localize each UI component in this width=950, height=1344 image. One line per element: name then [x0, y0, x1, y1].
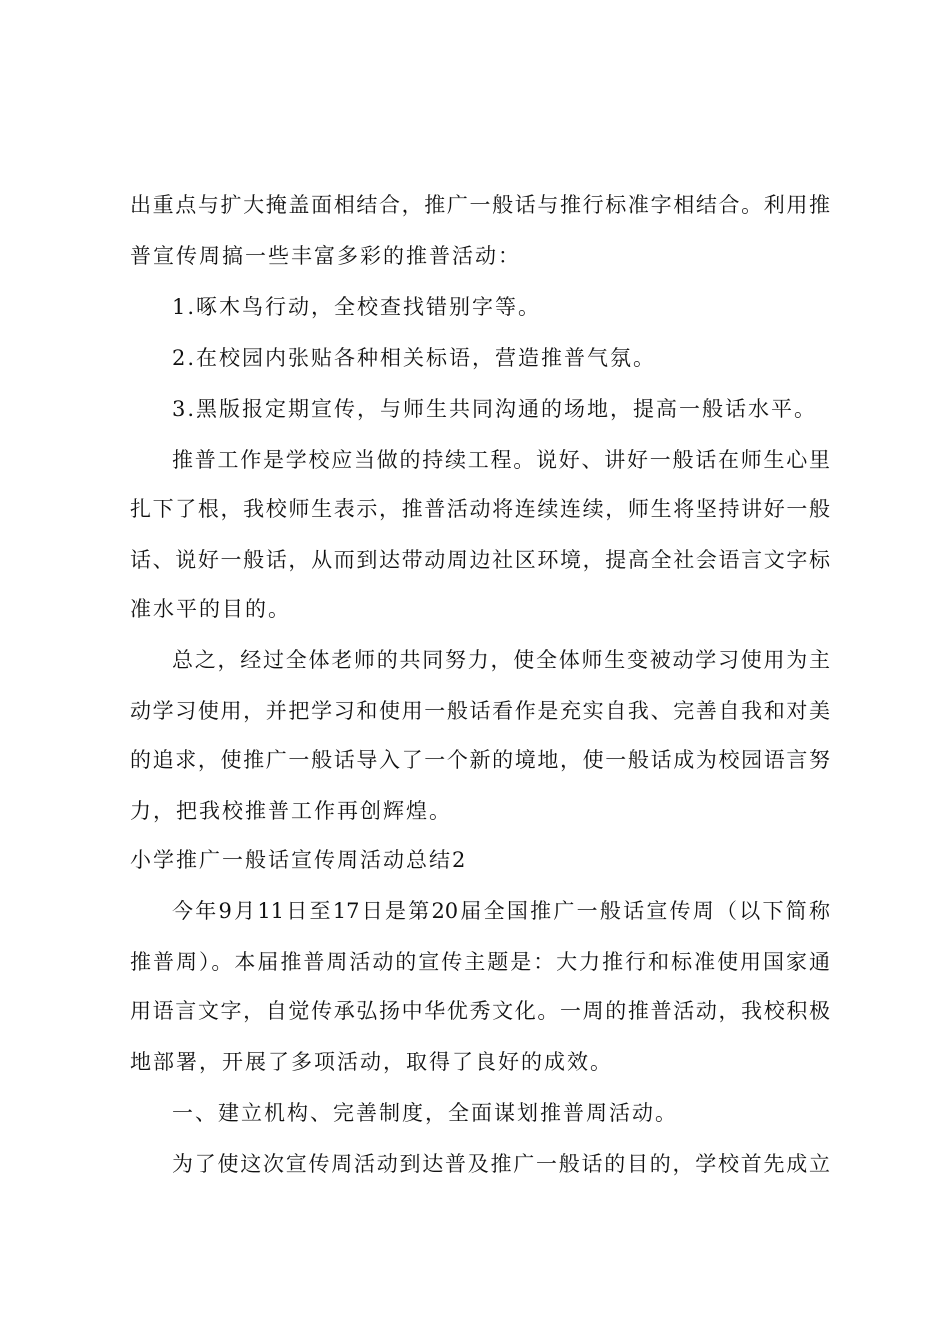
text-line: 推普工作是学校应当做的持续工程。说好、讲好一般话在师生心里 — [172, 448, 830, 472]
section-heading: 小学推广一般话宣传周活动总结2 — [130, 848, 468, 872]
text-line: 推普周）。本届推普周活动的宣传主题是：大力推行和标准使用国家通 — [130, 950, 830, 974]
text-line: 普宣传周搞一些丰富多彩的推普活动： — [130, 244, 521, 268]
list-item: 1.啄木鸟行动，全校查找错别字等。 — [172, 295, 542, 319]
text-line: 一、建立机构、完善制度，全面谋划推普周活动。 — [172, 1101, 678, 1125]
text-line: 话、说好一般话，从而到达带动周边社区环境，提高全社会语言文字标 — [130, 548, 830, 572]
text-line: 地部署，开展了多项活动，取得了良好的成效。 — [130, 1050, 613, 1074]
text-line: 准水平的目的。 — [130, 597, 291, 621]
text-line: 出重点与扩大掩盖面相结合，推广一般话与推行标准字相结合。利用推 — [130, 193, 830, 217]
text-line: 的追求，使推广一般话导入了一个新的境地，使一般话成为校园语言努 — [130, 748, 830, 772]
list-item: 2.在校园内张贴各种相关标语，营造推普气氛。 — [172, 346, 657, 370]
text-line: 今年9月11日至17日是第20届全国推广一般话宣传周（以下简称 — [172, 899, 830, 923]
text-line: 扎下了根，我校师生表示，推普活动将连续连续，师生将坚持讲好一般 — [130, 497, 830, 521]
text-line: 用语言文字，自觉传承弘扬中华优秀文化。一周的推普活动，我校积极 — [130, 999, 830, 1023]
text-line: 力，把我校推普工作再创辉煌。 — [130, 799, 452, 823]
text-line: 为了使这次宣传周活动到达普及推广一般话的目的，学校首先成立 — [172, 1152, 830, 1176]
text-line: 动学习使用，并把学习和使用一般话看作是充实自我、完善自我和对美 — [130, 699, 830, 723]
list-item: 3.黑版报定期宣传，与师生共同沟通的场地，提高一般话水平。 — [172, 397, 818, 421]
text-line: 总之，经过全体老师的共同努力，使全体师生变被动学习使用为主 — [172, 648, 830, 672]
